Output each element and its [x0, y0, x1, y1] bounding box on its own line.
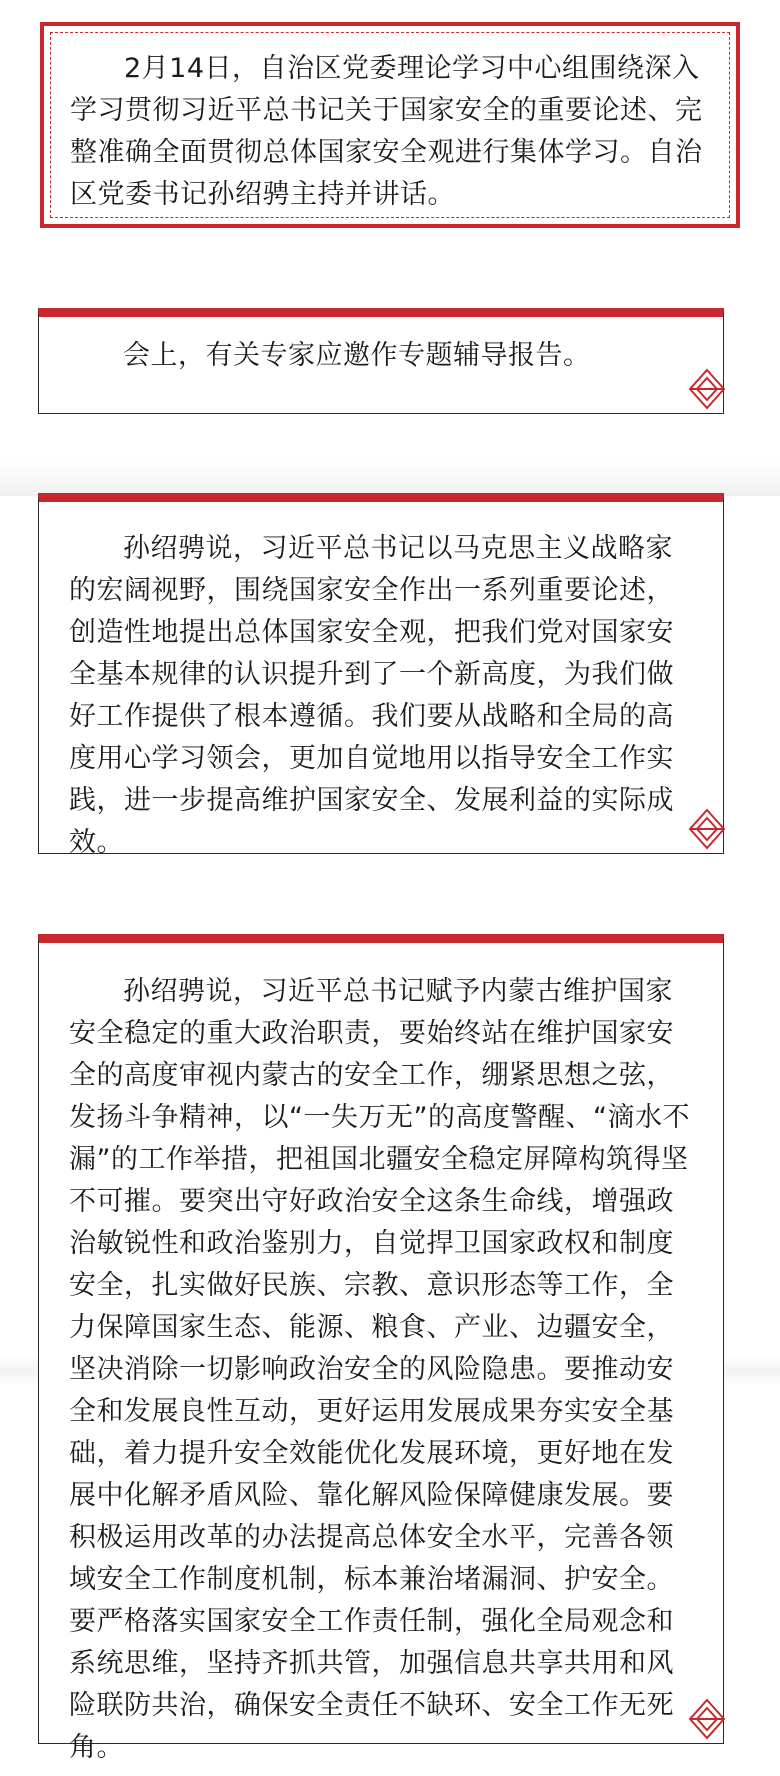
background-band	[0, 460, 780, 496]
section-paragraph: 孙绍骋说，习近平总书记以马克思主义战略家的宏阔视野，围绕国家安全作出一系列重要论述，创造性地提出总体国家安全观，把我们党对国家安全基本规律的认识提升到了一个新高度，为我们做好工作提供了根本遵循。我们要从战略和全局的高度用心学习领会，更加自觉地用以指导安全工作实践，进一步提高维护国家安全、发展利益的实际成效。	[69, 533, 674, 858]
section-paragraph: 会上，有关专家应邀作专题辅导报告。	[123, 340, 591, 371]
section-paragraph: 孙绍骋说，习近平总书记赋予内蒙古维护国家安全稳定的重大政治职责，要始终站在维护国家安全的高度审视内蒙古的安全工作，绷紧思想之弦，发扬斗争精神，以“一失万无”的高度警醒、“滴水不漏”的工作举措，把祖国北疆安全稳定屏障构筑得坚不可摧。要突出守好政治安全这条生命线，增强政治敏锐性和政治鉴别力，自觉捍卫国家政权和制度安全，扎实做好民族、宗教、意识形态等工作，全力保障国家生态、能源、粮食、产业、边疆安全，坚决消除一切影响政治安全的风险隐患。要推动安全和发展良性互动，更好运用发展成果夯实安全基础，着力提升安全效能优化发展环境，更好地在发展中化解矛盾风险、靠化解风险保障健康发展。要积极运用改革的办法提高总体安全水平，完善各领域安全工作制度机制，标本兼治堵漏洞、护安全。要严格落实国家安全工作责任制，强化全局观念和系统思维，坚持齐抓共管，加强信息共享共用和风险联防共治，确保安全责任不缺环、安全工作无死角。	[69, 976, 690, 1763]
section-card-strategy	[38, 493, 724, 858]
diamond-ornament-icon	[687, 1697, 727, 1741]
section-card-responsibility	[38, 934, 724, 1763]
lead-box	[40, 22, 740, 228]
diamond-ornament-icon	[687, 807, 727, 851]
diamond-ornament-icon	[687, 367, 727, 411]
section-card-report	[38, 308, 724, 414]
lead-paragraph: 2月14日，自治区党委理论学习中心组围绕深入学习贯彻习近平总书记关于国家安全的重要论述、完整准确全面贯彻总体国家安全观进行集体学习。自治区党委书记孙绍骋主持并讲话。	[70, 53, 703, 210]
